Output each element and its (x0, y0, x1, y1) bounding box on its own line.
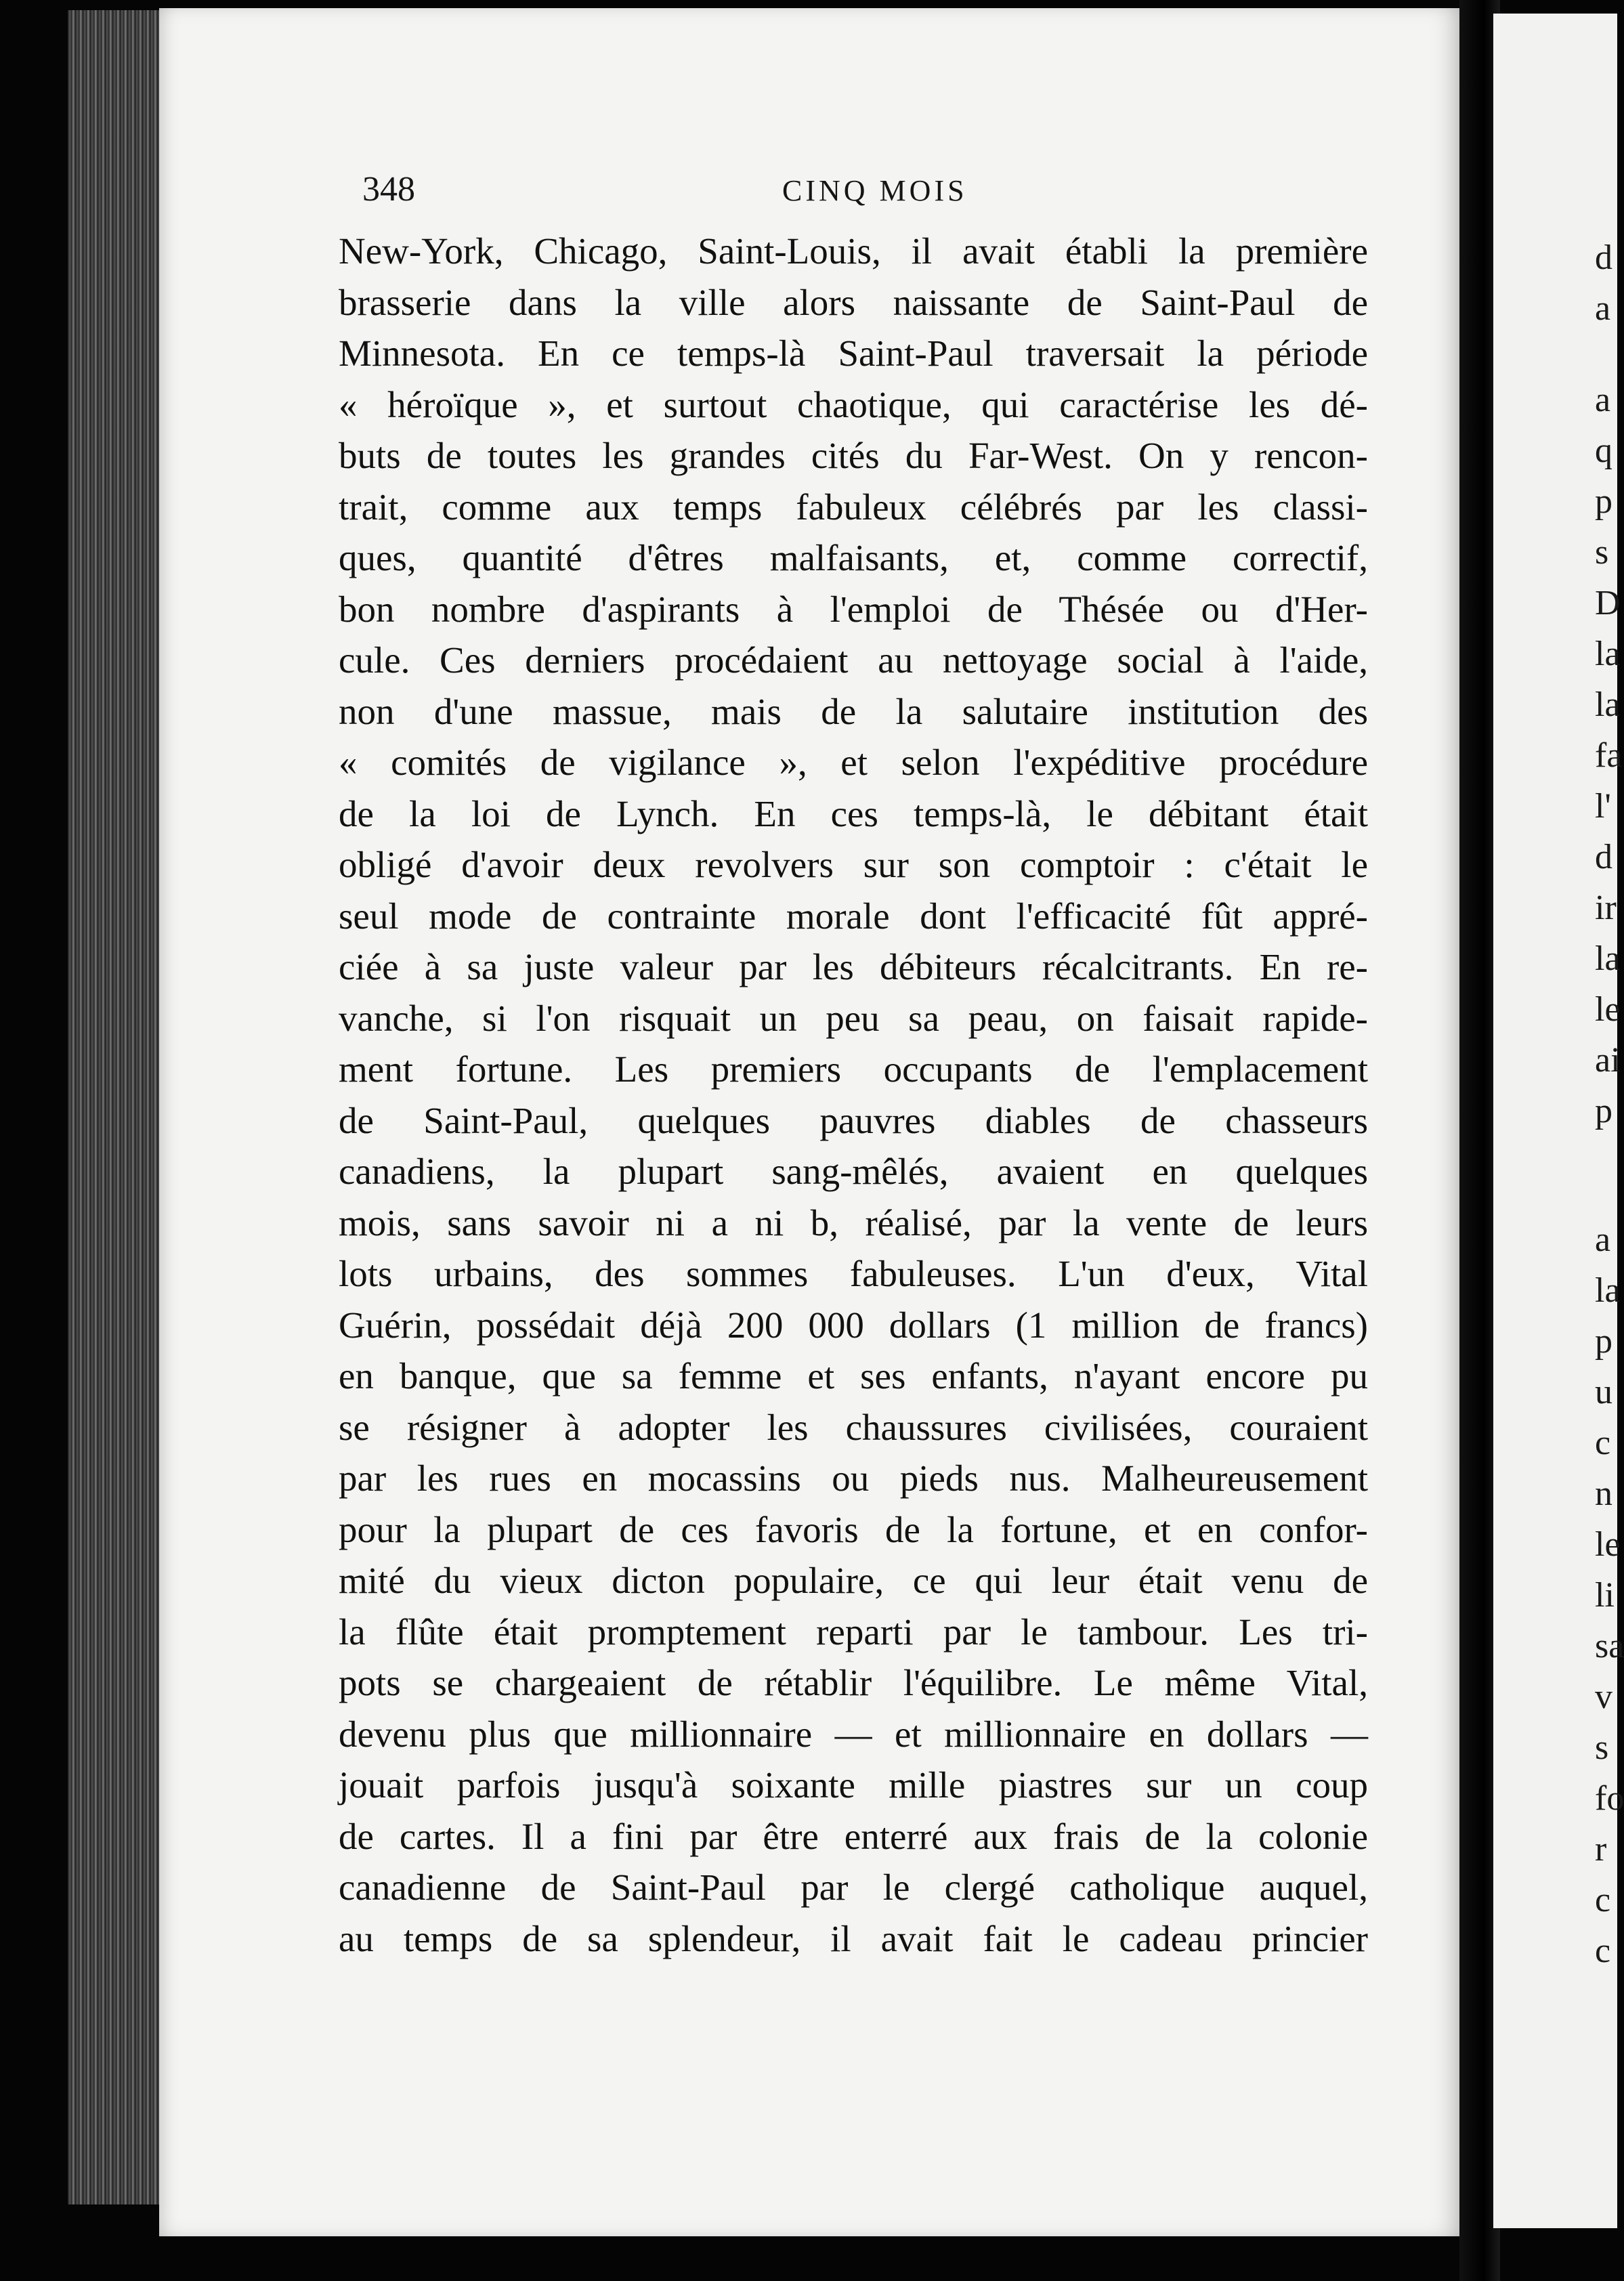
facing-page-fragment: la (1595, 939, 1621, 978)
text-line: de cartes. Il a fini par être enterré aux frais de la colonie (339, 1816, 1368, 1857)
facing-page-fragment: r (1595, 1830, 1607, 1869)
facing-page-fragment: c (1595, 1881, 1611, 1919)
text-line: par les rues en mocassins ou pieds nus. Malheureusement (339, 1457, 1368, 1499)
facing-page-fragment: li (1595, 1576, 1615, 1615)
facing-page-fragment: u (1595, 1373, 1612, 1411)
facing-page-fragment: la (1595, 1271, 1621, 1310)
text-line: « héroïque », et surtout chaotique, qui caractérise les dé- (339, 384, 1368, 425)
text-line: buts de toutes les grandes cités du Far-West. On y rencon- (339, 435, 1368, 476)
text-line: New-York, Chicago, Saint-Louis, il avait établi la première (339, 230, 1368, 272)
facing-page-fragment: fa (1595, 736, 1623, 775)
text-line: trait, comme aux temps fabuleux célébrés par les classi- (339, 486, 1368, 528)
facing-page-fragment: a (1595, 1220, 1611, 1259)
text-line: de Saint-Paul, quelques pauvres diables de chasseurs (339, 1100, 1368, 1141)
facing-page-fragment: n (1595, 1474, 1612, 1513)
facing-page-fragment: le (1595, 990, 1621, 1029)
text-line: ment fortune. Les premiers occupants de l'emplacement (339, 1048, 1368, 1090)
text-line: obligé d'avoir deux revolvers sur son comptoir : c'était le (339, 844, 1368, 885)
facing-page-fragment: c (1595, 1424, 1611, 1462)
facing-page-fragment: d (1595, 838, 1612, 876)
facing-page (1493, 14, 1624, 2228)
text-line: « comités de vigilance », et selon l'expéditive procédure (339, 742, 1368, 783)
text-line: se résigner à adopter les chaussures civilisées, couraient (339, 1407, 1368, 1448)
text-line: devenu plus que millionnaire — et millionnaire en dollars — (339, 1713, 1368, 1755)
facing-page-fragment: s (1595, 1728, 1609, 1767)
text-line: en banque, que sa femme et ses enfants, n'ayant encore pu (339, 1355, 1368, 1397)
facing-page-fragment: a (1595, 381, 1611, 419)
facing-page-fragment: D (1595, 584, 1621, 622)
text-line: seul mode de contrainte morale dont l'efficacité fût appré- (339, 895, 1368, 937)
text-line: de la loi de Lynch. En ces temps-là, le débitant était (339, 793, 1368, 834)
page-number: 348 (362, 170, 415, 209)
text-line: lots urbains, des sommes fabuleuses. L'un d'eux, Vital (339, 1253, 1368, 1294)
facing-page-fragment: q (1595, 431, 1612, 470)
facing-page-fragment: s (1595, 533, 1609, 572)
facing-page-fragment: sa (1595, 1627, 1624, 1665)
facing-page-fragment: fo (1595, 1779, 1624, 1818)
facing-page-fragment: ai (1595, 1041, 1621, 1080)
facing-page-fragment: p (1595, 1092, 1612, 1130)
text-line: pour la plupart de ces favoris de la fortune, et en confor- (339, 1509, 1368, 1550)
text-line: au temps de sa splendeur, il avait fait le cadeau princier (339, 1918, 1368, 1959)
text-line: jouait parfois jusqu'à soixante mille piastres sur un coup (339, 1764, 1368, 1806)
facing-page-fragment: a (1595, 289, 1611, 328)
text-line: mité du vieux dicton populaire, ce qui leur était venu de (339, 1560, 1368, 1601)
text-line: pots se chargeaient de rétablir l'équilibre. Le même Vital, (339, 1662, 1368, 1703)
facing-page-fragment: p (1595, 1322, 1612, 1361)
facing-page-fragment: p (1595, 482, 1612, 521)
facing-page-fragment: v (1595, 1678, 1612, 1716)
text-line: ciée à sa juste valeur par les débiteurs récalcitrants. En re- (339, 946, 1368, 987)
text-line: canadiens, la plupart sang-mêlés, avaient en quelques (339, 1151, 1368, 1192)
book-fore-edge (68, 10, 163, 2204)
text-line: vanche, si l'on risquait un peu sa peau, on faisait rapide- (339, 998, 1368, 1039)
text-line: mois, sans savoir ni a ni b, réalisé, par la vente de leurs (339, 1202, 1368, 1243)
text-line: Guérin, possédait déjà 200 000 dollars (1 million de francs) (339, 1304, 1368, 1346)
text-line: brasserie dans la ville alors naissante de Saint-Paul de (339, 282, 1368, 323)
text-line: Minnesota. En ce temps-là Saint-Paul traversait la période (339, 333, 1368, 374)
text-line: canadienne de Saint-Paul par le clergé catholique auquel, (339, 1867, 1368, 1908)
text-line: bon nombre d'aspirants à l'emploi de Thésée ou d'Her- (339, 589, 1368, 630)
facing-page-fragment: c (1595, 1932, 1611, 1970)
facing-page-fragment: ir (1595, 889, 1617, 927)
text-line: cule. Ces derniers procédaient au nettoyage social à l'aide, (339, 639, 1368, 681)
running-head (362, 169, 1378, 217)
text-line: la flûte était promptement reparti par le tambour. Les tri- (339, 1611, 1368, 1653)
body-text (339, 227, 1368, 2028)
facing-page-fragment: la (1595, 685, 1621, 724)
text-line: ques, quantité d'êtres malfaisants, et, comme correctif, (339, 537, 1368, 578)
facing-page-fragment: la (1595, 635, 1621, 673)
facing-page-fragment: le (1595, 1525, 1621, 1564)
running-title: CINQ MOIS (782, 174, 968, 207)
facing-page-fragment: l' (1595, 787, 1611, 826)
facing-page-fragment: d (1595, 238, 1612, 277)
text-line: non d'une massue, mais de la salutaire institution des (339, 691, 1368, 732)
